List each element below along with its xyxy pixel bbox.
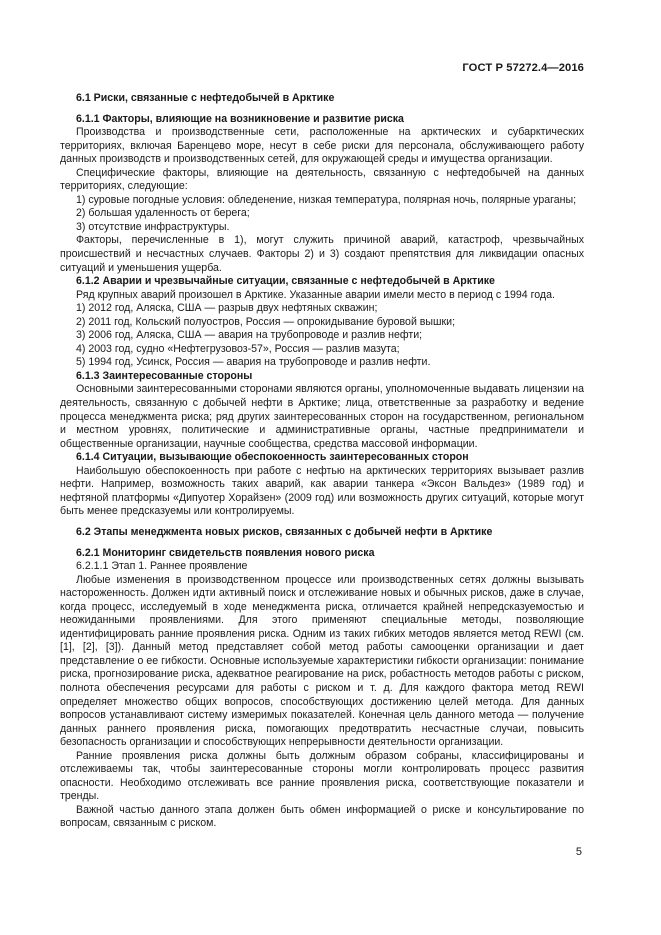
subsection-6-1-3-heading: 6.1.3 Заинтересованные стороны bbox=[76, 369, 253, 382]
paragraph: Ряд крупных аварий произошел в Арктике. Указанные аварии имели место в период с 1994 года. bbox=[76, 288, 555, 301]
section-6-2-heading: 6.2 Этапы менеджмента новых рисков, связанных с добычей нефти в Арктике bbox=[76, 525, 493, 538]
list-item: 2) большая удаленность от берега; bbox=[76, 207, 250, 220]
stage-heading: 6.2.1.1 Этап 1. Раннее проявление bbox=[76, 560, 248, 573]
list-item: 3) 2006 год, Аляска, США — авария на трубопроводе и разлив нефти; bbox=[76, 329, 423, 342]
document-code: ГОСТ Р 57272.4—2016 bbox=[462, 62, 584, 74]
paragraph: Основными заинтересованными сторонами являются органы, уполномоченные выдавать лицензии на деятельность, связанную с добычей нефти в Арктике; лица, ответственные за разработку и ведение процесса менеджмента риска; ряд других заинтересованных сторон на государственном, региональном и местном уровнях, политические и административные органы, частные предприниматели и общественные организации, научные сообщества, средства массовой информации. bbox=[60, 383, 584, 450]
document-body bbox=[60, 92, 584, 831]
list-item: 5) 1994 год, Усинск, Россия — авария на трубопроводе и разлив нефти. bbox=[76, 356, 431, 369]
paragraph: Ранние проявления риска должны быть должным образом собраны, классифицированы и отслеживаемы так, чтобы заинтересованные стороны могли контролировать процесс развития опасности. Необходимо отслеживать все ранние проявления риска, соответствующие показатели и тренды. bbox=[60, 749, 584, 803]
list-item: 1) 2012 год, Аляска, США — разрыв двух нефтяных скважин; bbox=[76, 302, 378, 315]
paragraph: Важной частью данного этапа должен быть обмен информацией о риске и консультирование по вопросам, связанным с риском. bbox=[60, 803, 584, 830]
subsection-6-1-2-heading: 6.1.2 Аварии и чрезвычайные ситуации, связанные с нефтедобычей в Арктике bbox=[76, 275, 495, 288]
page-number: 5 bbox=[575, 846, 582, 858]
paragraph: Любые изменения в производственном процессе или производственных сетях должны вызывать настороженность. Должен идти активный поиск и отслеживание новых и обычных рисков, даже в случае, когда процесс, исследуемый в ходе менеджмента риска, отличается крайней непредсказуемостью и неожиданными проявлениями. Для этого применяют специальные методы, позволяющие идентифицировать ранние проявления риска. Одним из таких гибких методов является метод REWI (см. [1], [2], [3]). Данный метод представляет собой метод работы самооценки организации и дает представление о ее гибкости. Основные используемые характеристики гибкости организации: понимание риска, прогнозирование риска, адекватное реагирование на риск, робастность методов работы с риском, полнота обеспечения ресурсами для работы с риском и т. д. Для каждого фактора метод REWI определяет множество общих вопросов, способствующих достижению целей метода. Для данных вопросов устанавливают систему измеримых показателей. Конечная цель данного метода — получение данных раннего проявления риска, помогающих предотвратить несчастные случаи, повысить безопасность организации и способствующих непрерывности деятельности организации. bbox=[60, 573, 584, 749]
subsection-6-2-1-heading: 6.2.1 Мониторинг свидетельств появления нового риска bbox=[76, 546, 375, 559]
paragraph: Производства и производственные сети, расположенные на арктических и субарктических территориях, включая Баренцево море, несут в себе риски для персонала, обслуживающего работу данных производств и производственных сетей, для окружающей среды и имущества организации. bbox=[60, 126, 584, 166]
paragraph: Наибольшую обеспокоенность при работе с нефтью на арктических территориях вызывает разлив нефти. Например, возможность таких аварий, как аварии танкера «Эксон Вальдез» (1989 год) и нефтяной платформы «Дипуотер Хорайзен» (2009 год) или возможность других ситуаций, которые могут быть менее предсказуемы или контролируемы. bbox=[60, 464, 584, 518]
paragraph: Специфические факторы, влияющие на деятельность, связанную с нефтедобычей на данных территориях, следующие: bbox=[60, 166, 584, 193]
list-item: 4) 2003 год, судно «Нефтегрузовоз-57», Россия — разлив мазута; bbox=[76, 342, 400, 355]
subsection-6-1-4-heading: 6.1.4 Ситуации, вызывающие обеспокоенность заинтересованных сторон bbox=[76, 451, 469, 464]
paragraph: Факторы, перечисленные в 1), могут служить причиной аварий, катастроф, чрезвычайных происшествий и несчастных случаев. Факторы 2) и 3) создают препятствия для ликвидации опасных ситуаций и уменьшения ущерба. bbox=[60, 234, 584, 274]
section-6-1-heading: 6.1 Риски, связанные с нефтедобычей в Арктике bbox=[76, 92, 335, 104]
subsection-6-1-1-heading: 6.1.1 Факторы, влияющие на возникновение и развитие риска bbox=[76, 112, 404, 125]
list-item: 3) отсутствие инфраструктуры. bbox=[76, 220, 230, 233]
list-item: 2) 2011 год, Кольский полуостров, Россия — опрокидывание буровой вышки; bbox=[76, 315, 456, 328]
list-item: 1) суровые погодные условия: обледенение, низкая температура, полярная ночь, полярные ураганы; bbox=[76, 193, 577, 206]
